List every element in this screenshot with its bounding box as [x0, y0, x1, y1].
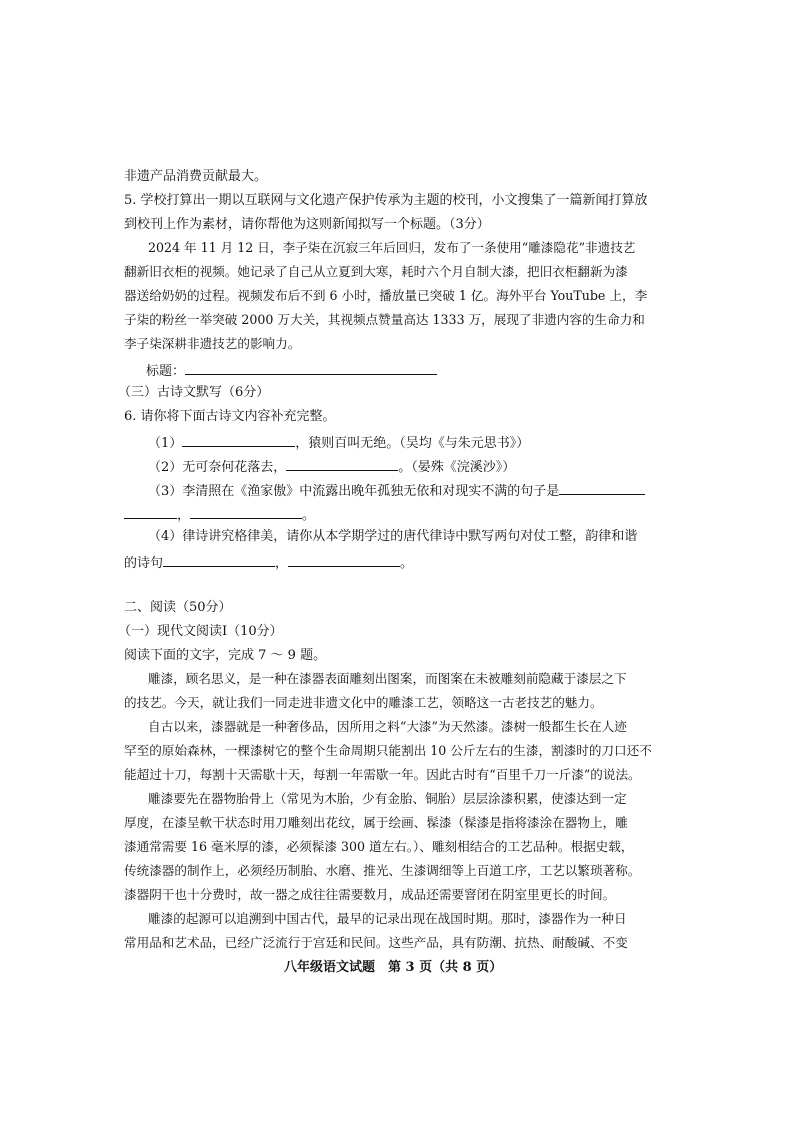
q6-item-3-comma: ， [177, 508, 191, 523]
passage-line-7: 厚度，在漆呈軟干状态时用刀雕刻出花纹，属于绘画、髹漆（髹漆是指将漆涂在器物上，雕 [124, 815, 628, 830]
q6-item-3-line2 [124, 506, 315, 522]
title-answer-blank[interactable] [185, 362, 437, 375]
q4-answer-tail: 非遗产品消费贡献最大。 [124, 169, 268, 184]
q6-item-4-line2 [124, 554, 413, 570]
q6-item-3-blank-2[interactable] [190, 506, 302, 519]
passage-line-3: 自古以来，漆器就是一种奢侈品，因所用之料“大漆”为天然漆。漆树一般都生长在人迹 [148, 719, 627, 734]
q6-item-4-comma: ， [275, 556, 289, 571]
q6-item-2 [148, 458, 515, 474]
title-answer-row [146, 362, 437, 378]
passage-line-5: 能超过十刀，每割十天需歇十天，每割一年需歇一年。因此古时有“百里千刀一斤漆”的说法。 [124, 767, 641, 782]
page-footer: 八年级语文试题 第 3 页（共 8 页） [284, 960, 503, 975]
q6-item-3-blank-1-cont[interactable] [124, 506, 177, 519]
news-line-2: 翻新旧衣柜的视频。她记录了自己从立夏到大寒，耗时六个月自制大漆，把旧衣柜翻新为漆 [124, 264, 628, 279]
passage-line-6: 雕漆要先在器物胎骨上（常见为木胎，少有金胎、铜胎）层层涂漆积累，使漆达到一定 [148, 791, 627, 806]
news-line-4: 子柒的粉丝一举突破 2000 万大关，其视频点赞量高达 1333 万，展现了非遗内容的生命力和 [124, 312, 645, 327]
news-line-3: 器送给奶奶的过程。视频发布后不到 6 小时，播放量已突破 1 亿。海外平台 YouTube 上，李 [124, 288, 648, 303]
q6-item-1-text: ，猿则百叫无绝。（吴均《与朱元思书》） [295, 436, 530, 451]
q6-item-2-blank[interactable] [286, 458, 398, 471]
reading1-instruction: 阅读下面的文字，完成 7 ～ 9 题。 [124, 648, 327, 663]
passage-line-11: 雕漆的起源可以追溯到中国古代，最早的记录出现在战国时期。那时，漆器作为一种日 [148, 911, 627, 926]
q6-stem: 6. 请你将下面古诗文内容补充完整。 [124, 409, 336, 424]
passage-line-10: 漆器阴干也十分费时，故一器之成往往需要数月，成品还需要窨闭在阴室里更长的时间。 [124, 887, 616, 902]
passage-line-8: 漆通常需要 16 毫米厚的漆，必须髹漆 300 道左右。）、雕刻相结合的工艺品种。根据史载， [124, 839, 634, 854]
passage-line-4: 罕至的原始森林，一棵漆树它的整个生命周期只能割出 10 公斤左右的生漆，割漆时的刀口还不 [124, 743, 652, 758]
passage-line-12: 常用品和艺术品，已经广泛流行于宫廷和民间。这些产品，具有防潮、抗热、耐酸碱、不变 [124, 935, 628, 950]
q6-item-3-period: 。 [302, 508, 316, 523]
q6-item-3-blank-1[interactable] [559, 482, 645, 495]
passage-line-2: 的技艺。今天，就让我们一同走进非遗文化中的雕漆工艺，领略这一古老技艺的魅力。 [124, 695, 603, 710]
q6-item-3-line1 [148, 482, 645, 498]
q6-item-2-text-before: （2）无可奈何花落去， [148, 460, 287, 475]
q6-item-3-text: （3）李清照在《渔家傲》中流露出晚年孤独无依和对现实不满的句子是 [148, 484, 560, 499]
q6-item-4-blank-2[interactable] [288, 554, 400, 567]
q5-prompt-line2: 到校刊上作为素材，请你帮他为这则新闻拟写一个标题。（3分） [124, 217, 490, 232]
q6-item-4-line1: （4）律诗讲究格律美，请你从本学期学过的唐代律诗中默写两句对仗工整，韵律和谐 [148, 529, 638, 544]
q6-item-1-blank[interactable] [182, 434, 295, 447]
part2-heading: 二、阅读（50分） [124, 600, 232, 615]
q6-item-2-text-after: 。（晏殊《浣溪沙》） [398, 460, 516, 475]
q6-item-1-number: （1） [148, 436, 183, 451]
reading1-heading: （一）现代文阅读Ⅰ（10分） [118, 624, 283, 639]
news-line-1: 2024 年 11 月 12 日，李子柒在沉寂三年后回归，发布了一条使用“雕漆隐花”非遗技艺 [148, 240, 636, 255]
title-label: 标题： [146, 364, 186, 379]
q6-item-1 [148, 434, 529, 450]
news-line-5: 李子柒深耕非遗技艺的影响力。 [124, 336, 301, 351]
passage-line-1: 雕漆，顾名思义，是一种在漆器表面雕刻出图案，而图案在未被雕刻前隐藏于漆层之下 [148, 671, 627, 686]
passage-line-9: 传统漆器的制作上，必须经历制胎、水磨、推光、生漆调细等上百道工序，工艺以繁琐著称。 [124, 863, 641, 878]
q6-item-4-period: 。 [400, 556, 414, 571]
q5-prompt-line1: 5. 学校打算出一期以互联网与文化遗产保护传承为主题的校刊，小文搜集了一篇新闻打算放 [124, 193, 648, 208]
q6-item-4-blank-1[interactable] [163, 554, 275, 567]
q6-item-4-lead: 的诗句 [124, 556, 164, 571]
section3-heading: （三）古诗文默写（6分） [118, 385, 270, 400]
